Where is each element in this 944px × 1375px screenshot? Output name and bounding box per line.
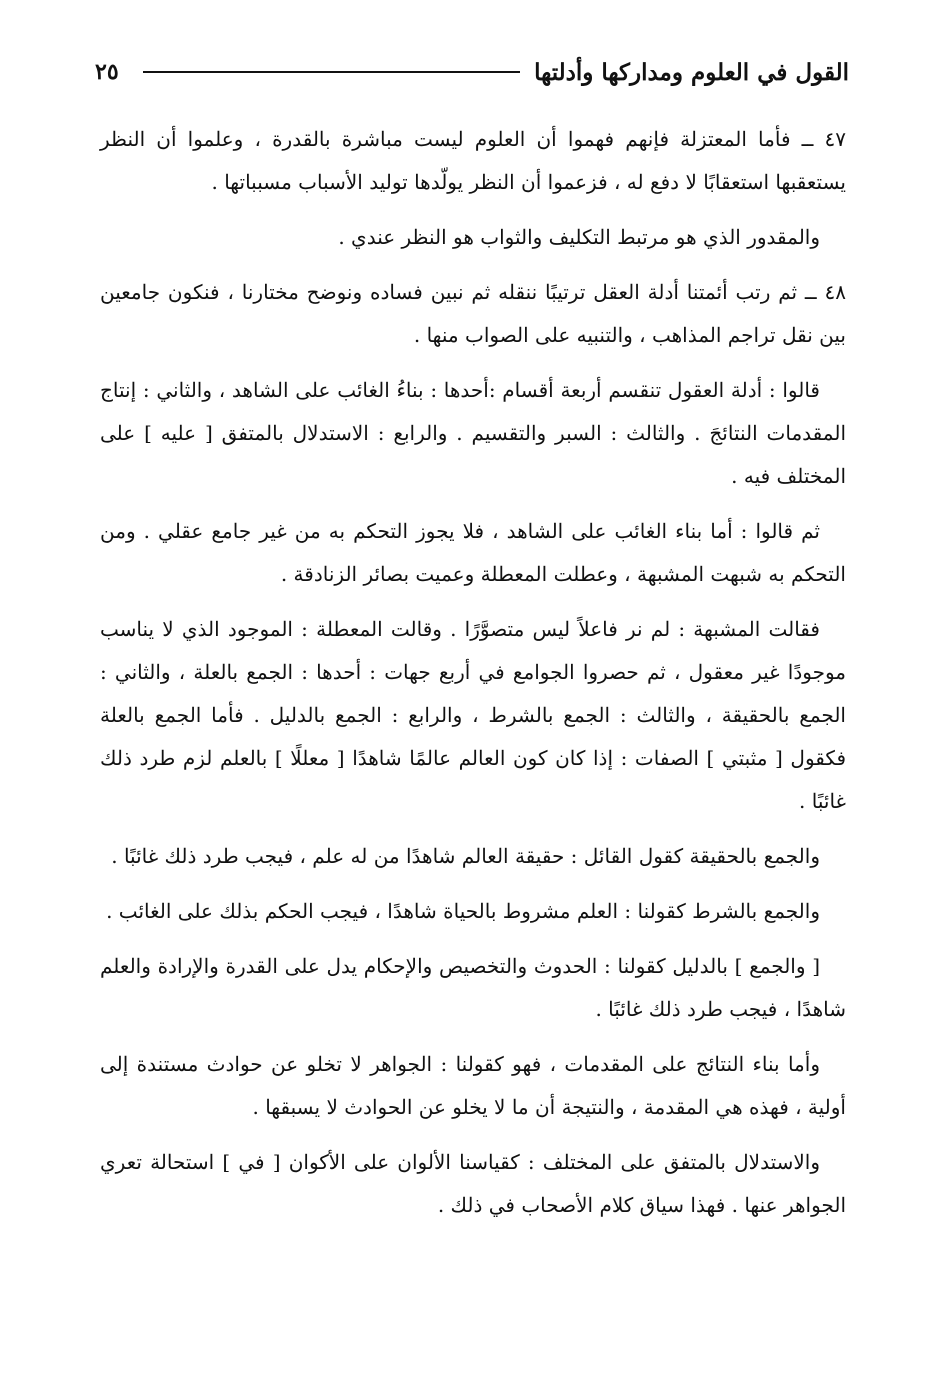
paragraph-47: ٤٧ ــ فأما المعتزلة فإنهم فهموا أن العلوم ليست مباشرة بالقدرة ، وعلموا أن النظر يستعقبها استعقابًا لا دفع له ، فزعموا أن النظر يولّدها توليد الأسباب مسبباتها . bbox=[100, 127, 846, 194]
page-number: ٢٥ bbox=[95, 59, 119, 85]
body-text bbox=[100, 118, 846, 1239]
paragraph: قالوا : أدلة العقول تنقسم أربعة أقسام :أحدها : بناءُ الغائب على الشاهد ، والثاني : إنتاج المقدمات النتائجَ . والثالث : السبر والتقسيم . والرابع : الاستدلال بالمتفق [ عليه ] على المختلف فيه . bbox=[100, 378, 847, 488]
paragraph: [ والجمع ] بالدليل كقولنا : الحدوث والتخصيص والإحكام يدل على القدرة والإرادة والعلم شاهدًا ، فيجب طرد ذلك غائبًا . bbox=[100, 954, 846, 1021]
paragraph: والمقدور الذي هو مرتبط التكليف والثواب هو النظر عندي . bbox=[338, 225, 820, 249]
paragraph-48: ٤٨ ــ ثم رتب أئمتنا أدلة العقل ترتيبًا ننقله ثم نبين فساده ونوضح مختارنا ، فنكون جامعين بين نقل تراجم المذاهب ، والتنبيه على الصواب منها . bbox=[100, 280, 846, 347]
paragraph: والجمع بالشرط كقولنا : العلم مشروط بالحياة شاهدًا ، فيجب الحكم بذلك على الغائب . bbox=[106, 899, 820, 923]
page-header bbox=[95, 52, 849, 92]
running-title: القول في العلوم ومداركها وأدلتها bbox=[534, 58, 849, 86]
paragraph: فقالت المشبهة : لم نر فاعلاً ليس متصوَّرًا . وقالت المعطلة : الموجود الذي لا يناسب موجودًا غير معقول ، ثم حصروا الجوامع في أربع جهات : أحدها : الجمع بالعلة ، والثاني : الجمع بالحقيقة ، والثالث : الجمع بالشرط ، والرابع : الجمع بالدليل . فأما الجمع بالعلة فكقول [ مثبتي ] الصفات : إذا كان كون العالم عالمًا شاهدًا [ معللًا ] بالعلم لزم طرد ذلك غائبًا . bbox=[100, 617, 846, 813]
paragraph: والجمع بالحقيقة كقول القائل : حقيقة العالم شاهدًا من له علم ، فيجب طرد ذلك غائبًا . bbox=[111, 844, 820, 868]
paragraph: وأما بناء النتائج على المقدمات ، فهو كقولنا : الجواهر لا تخلو عن حوادث مستندة إلى أولية ، فهذه هي المقدمة ، والنتيجة أن ما لا يخلو عن الحوادث لا يسبقها . bbox=[100, 1052, 846, 1119]
header-rule bbox=[143, 71, 520, 73]
paragraph: والاستدلال بالمتفق على المختلف : كقياسنا الألوان على الأكوان [ في ] استحالة تعري الجواهر عنها . فهذا سياق كلام الأصحاب في ذلك . bbox=[100, 1150, 846, 1217]
paragraph: ثم قالوا : أما بناء الغائب على الشاهد ، فلا يجوز التحكم به من غير جامع عقلي . ومن التحكم به شبهت المشبهة ، وعطلت المعطلة وعميت بصائر الزنادقة . bbox=[100, 519, 846, 586]
